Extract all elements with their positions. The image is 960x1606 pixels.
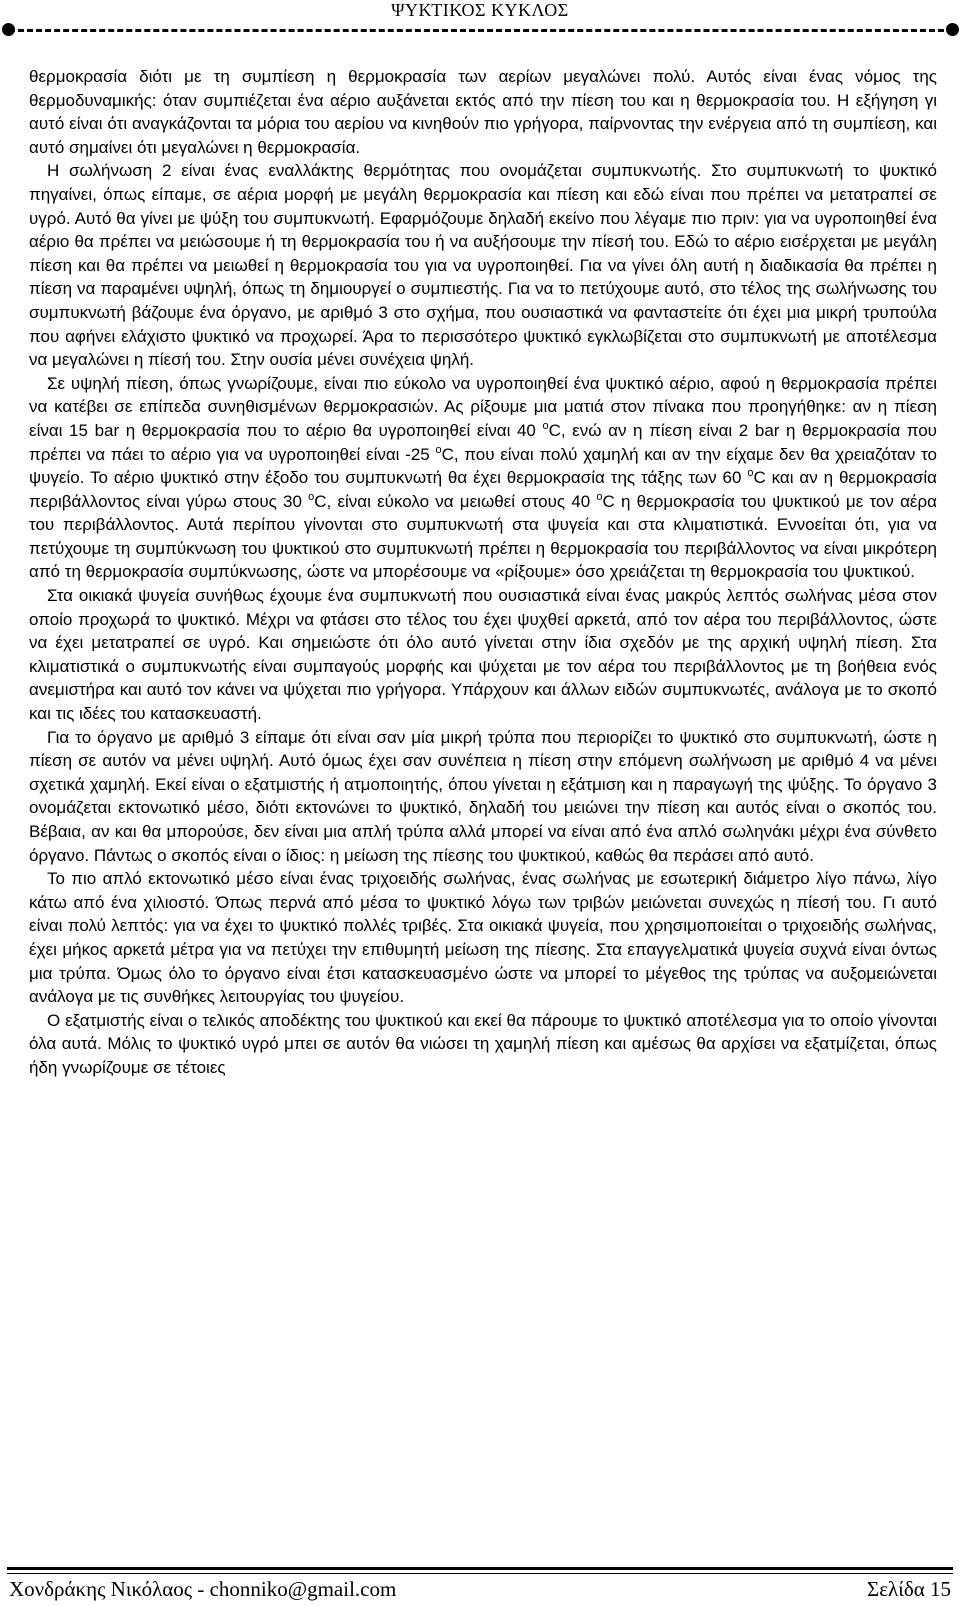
- paragraph-text: C, που είναι πολύ χαμηλή και αν την είχαμε δεν θα χρειαζόταν το ψυγείο. Το αέριο ψυκτικό στην έξοδο του συμπυκνωτή θα έχει θερμοκρασία της τάξης των 60: [29, 444, 937, 488]
- paragraph-text: C, ενώ αν η πίεση είναι 2 bar η θερμοκρασία που πρέπει να πάει το αέριο για να υγροποιηθεί είναι -25: [29, 420, 937, 464]
- body-text: [29, 65, 937, 1080]
- paragraph-text: C και αν η θερμοκρασία περιβάλλοντος είναι γύρω στους 30: [29, 468, 937, 511]
- paragraph: [29, 372, 937, 584]
- paragraph-text: Ο εξατμιστής είναι ο τελικός αποδέκτης του ψυκτικού και εκεί θα πάρουμε το ψυκτικό αποτέλεσμα για το οποίο γίνονται όλα αυτά. Μόλις το ψυκτικό υγρό μπει σε αυτόν θα νιώσει τη χαμηλή πίεση και αμέσως θα αρχίσει να εξατμίζεται, όπως ήδη γνωρίζουμε σε τέτοιες: [29, 1010, 937, 1077]
- degree-superscript: o: [308, 490, 315, 503]
- paragraph-text: θερμοκρασία διότι με τη συμπίεση η θερμοκρασία των αερίων μεγαλώνει πολύ. Αυτός είναι ένας νόμος της θερμοδυναμικής: όταν συμπιέζεται ένα αέριο αυξάνεται εκτός από την πίεση του και η θερμοκρασία του. Η εξήγηση γι αυτό είναι ότι αναγκάζονται τα μόρια του αερίου να κινηθούν πιο γρήγορα, παίρνοντας την ενέργεια από τη συμπίεση, και αυτό σημαίνει ότι μεγαλώνει η θερμοκρασία.: [29, 67, 937, 157]
- paragraph-text: C, είναι εύκολο να μειωθεί στους 40: [314, 491, 597, 511]
- footer-author: Χονδράκης Νικόλαος - chonniko@gmail.com: [9, 1577, 397, 1601]
- footer-page-number: Σελίδα 15: [866, 1577, 951, 1601]
- paragraph-text: Το πιο απλό εκτονωτικό μέσο είναι ένας τριχοειδής σωλήνας, ένας σωλήνας με εσωτερική διάμετρο λίγο πάνω, λίγο κάτω από ένα χιλιοστό. Όπως περνά από μέσα το ψυκτικό λόγω των τριβών μειώνεται συνεχώς η πίεσή του. Γι αυτό είναι πολύ λεπτός: για να έχει το ψυκτικό πολλές τριβές. Στα οικιακά ψυγεία, που χρησιμοποιείται ο τριχοειδής σωλήνας, έχει μήκος αρκετά μέτρα για να πετύχει την επιθυμητή μείωση της πίεσης. Στα επαγγελματικά ψυγεία συχνά είναι όντως μια τρύπα. Όμως όλο το όργανο είναι έτσι κατασκευασμένο ώστε να μπορεί το μέγεθος της τρύπας να αυξομειώνεται ανάλογα με τις συνθήκες λειτουργίας του ψυγείου.: [29, 869, 937, 1007]
- paragraph: [29, 65, 937, 159]
- footer-divider-thick: [7, 1567, 953, 1570]
- footer-divider-thin: [7, 1573, 953, 1574]
- degree-superscript: o: [435, 443, 442, 456]
- paragraph: [29, 867, 937, 1009]
- paragraph-text: Σε υψηλή πίεση, όπως γνωρίζουμε, είναι πιο εύκολο να υγροποιηθεί ένα ψυκτικό αέριο, αφού η θερμοκρασία πρέπει να κατέβει σε επίπεδα συνηθισμένων θερμοκρασιών. Ας ρίξουμε μια ματιά στον πίνακα που προηγήθηκε: αν η πίεση είναι 15 bar η θερμοκρασία που το αέριο θα υγροποιηθεί είναι 40: [29, 373, 937, 440]
- paragraph-text: Για το όργανο με αριθμό 3 είπαμε ότι είναι σαν μία μικρή τρύπα που περιορίζει το ψυκτικό στο συμπυκνωτή, ώστε η πίεση σε αυτόν να μένει υψηλή. Αυτό όμως έχει σαν συνέπεια η πίεση στην επόμενη σωλήνωση με αριθμό 4 να μένει σχετικά χαμηλή. Εκεί είναι ο εξατμιστής ή ατμοποιητής, όπου γίνεται η εξάτμιση και η παραγωγή της ψύξης. Το όργανο 3 ονομάζεται εκτονωτικό μέσο, διότι εκτονώνει το ψυκτικό, δηλαδή του μειώνει την πίεση και αυτός είναι ο σκοπός του. Βέβαια, αν και θα μπορούσε, δεν είναι μια απλή τρύπα αλλά μπορεί να είναι από ένα απλό σωληνάκι μέχρι ένα σύνθετο όργανο. Πάντως ο σκοπός είναι ο ίδιος: η μείωση της πίεσης του ψυκτικού, καθώς θα περάσει από αυτό.: [29, 727, 937, 865]
- paragraph-text: Στα οικιακά ψυγεία συνήθως έχουμε ένα συμπυκνωτή που ουσιαστικά είναι ένας μακρύς λεπτός σωλήνας μέσα στον οποίο προχωρά το ψυκτικό. Μέχρι να φτάσει στο τέλος του έχει ψυχθεί αρκετά, από τον αέρα του περιβάλλοντος, ώστε να έχει μετατραπεί σε υγρό. Και σημειώστε ότι όλο αυτό γίνεται στην ίδια σχεδόν με της αρχική υψηλή πίεση. Στα κλιματιστικά ο συμπυκνωτής είναι συμπαγούς μορφής και ψύχεται με τον αέρα του περιβάλλοντος με τη βοήθεια ενός ανεμιστήρα και αυτό τον κάνει να ψύχεται πιο γρήγορα. Υπάρχουν και άλλων ειδών συμπυκνωτές, ανάλογα με το σκοπό και τις ιδέες του κατασκευαστή.: [29, 586, 937, 724]
- header-dashed-divider: [9, 29, 953, 32]
- degree-superscript: o: [542, 419, 549, 432]
- paragraph: [29, 726, 937, 868]
- header-title: ΨΥΚΤΙΚΟΣ ΚΥΚΛΟΣ: [391, 0, 569, 20]
- paragraph: [29, 584, 937, 726]
- degree-superscript: o: [596, 490, 603, 503]
- paragraph: [29, 159, 937, 371]
- paragraph-text: Η σωλήνωση 2 είναι ένας εναλλάκτης θερμότητας που ονομάζεται συμπυκνωτής. Στο συμπυκνωτή το ψυκτικό πηγαίνει, όπως είπαμε, σε αέρια μορφή με μεγάλη θερμοκρασία και πίεση και εδώ είναι που πρέπει να μετατραπεί σε υγρό. Αυτό θα γίνει με ψύξη του συμπυκνωτή. Εφαρμόζουμε δηλαδή εκείνο που λέγαμε πιο πριν: για να υγροποιηθεί ένα αέριο θα πρέπει να μειώσουμε ή τη θερμοκρασία του ή να αυξήσουμε την πίεσή του. Εδώ το αέριο εισέρχεται με μεγάλη πίεση και θα πρέπει να μειωθεί η θερμοκρασία του για να υγροποιηθεί. Για να γίνει όλη αυτή η διαδικασία θα πρέπει η πίεση να παραμένει υψηλή, όπως τη δημιουργεί ο συμπιεστής. Για να το πετύχουμε αυτό, στο τέλος της σωλήνωσης του συμπυκνωτή βάζουμε ένα όργανο, με αριθμό 3 στο σχήμα, που ουσιαστικά να φανταστείτε ότι έχει μια μικρή τρυπούλα που αφήνει ελάχιστο ψυκτικό να προχωρεί. Άρα το περισσότερο ψυκτικό εγκλωβίζεται στο συμπυκνωτή με αποτέλεσμα να μεγαλώνει η πίεσή του. Στην ουσία μένει συνέχεια ψηλή.: [29, 161, 937, 370]
- paragraph: [29, 1009, 937, 1080]
- paragraph-text: C η θερμοκρασία του ψυκτικού με τον αέρα του περιβάλλοντος. Αυτά περίπου γίνονται στο συμπυκνωτή στα ψυγεία και στα κλιματιστικά. Εννοείται ότι, για να πετύχουμε τη συμπύκνωση του ψυκτικού στο συμπυκνωτή πρέπει η θερμοκρασία του περιβάλλοντος να είναι μικρότερη από τη θερμοκρασία συμπύκνωσης, ώστε να μπορέσουμε να «ρίξουμε» όσο χρειάζεται τη θερμοκρασία του ψυκτικού.: [29, 491, 937, 582]
- degree-superscript: o: [747, 467, 754, 480]
- header-right-dot-icon: [946, 23, 959, 36]
